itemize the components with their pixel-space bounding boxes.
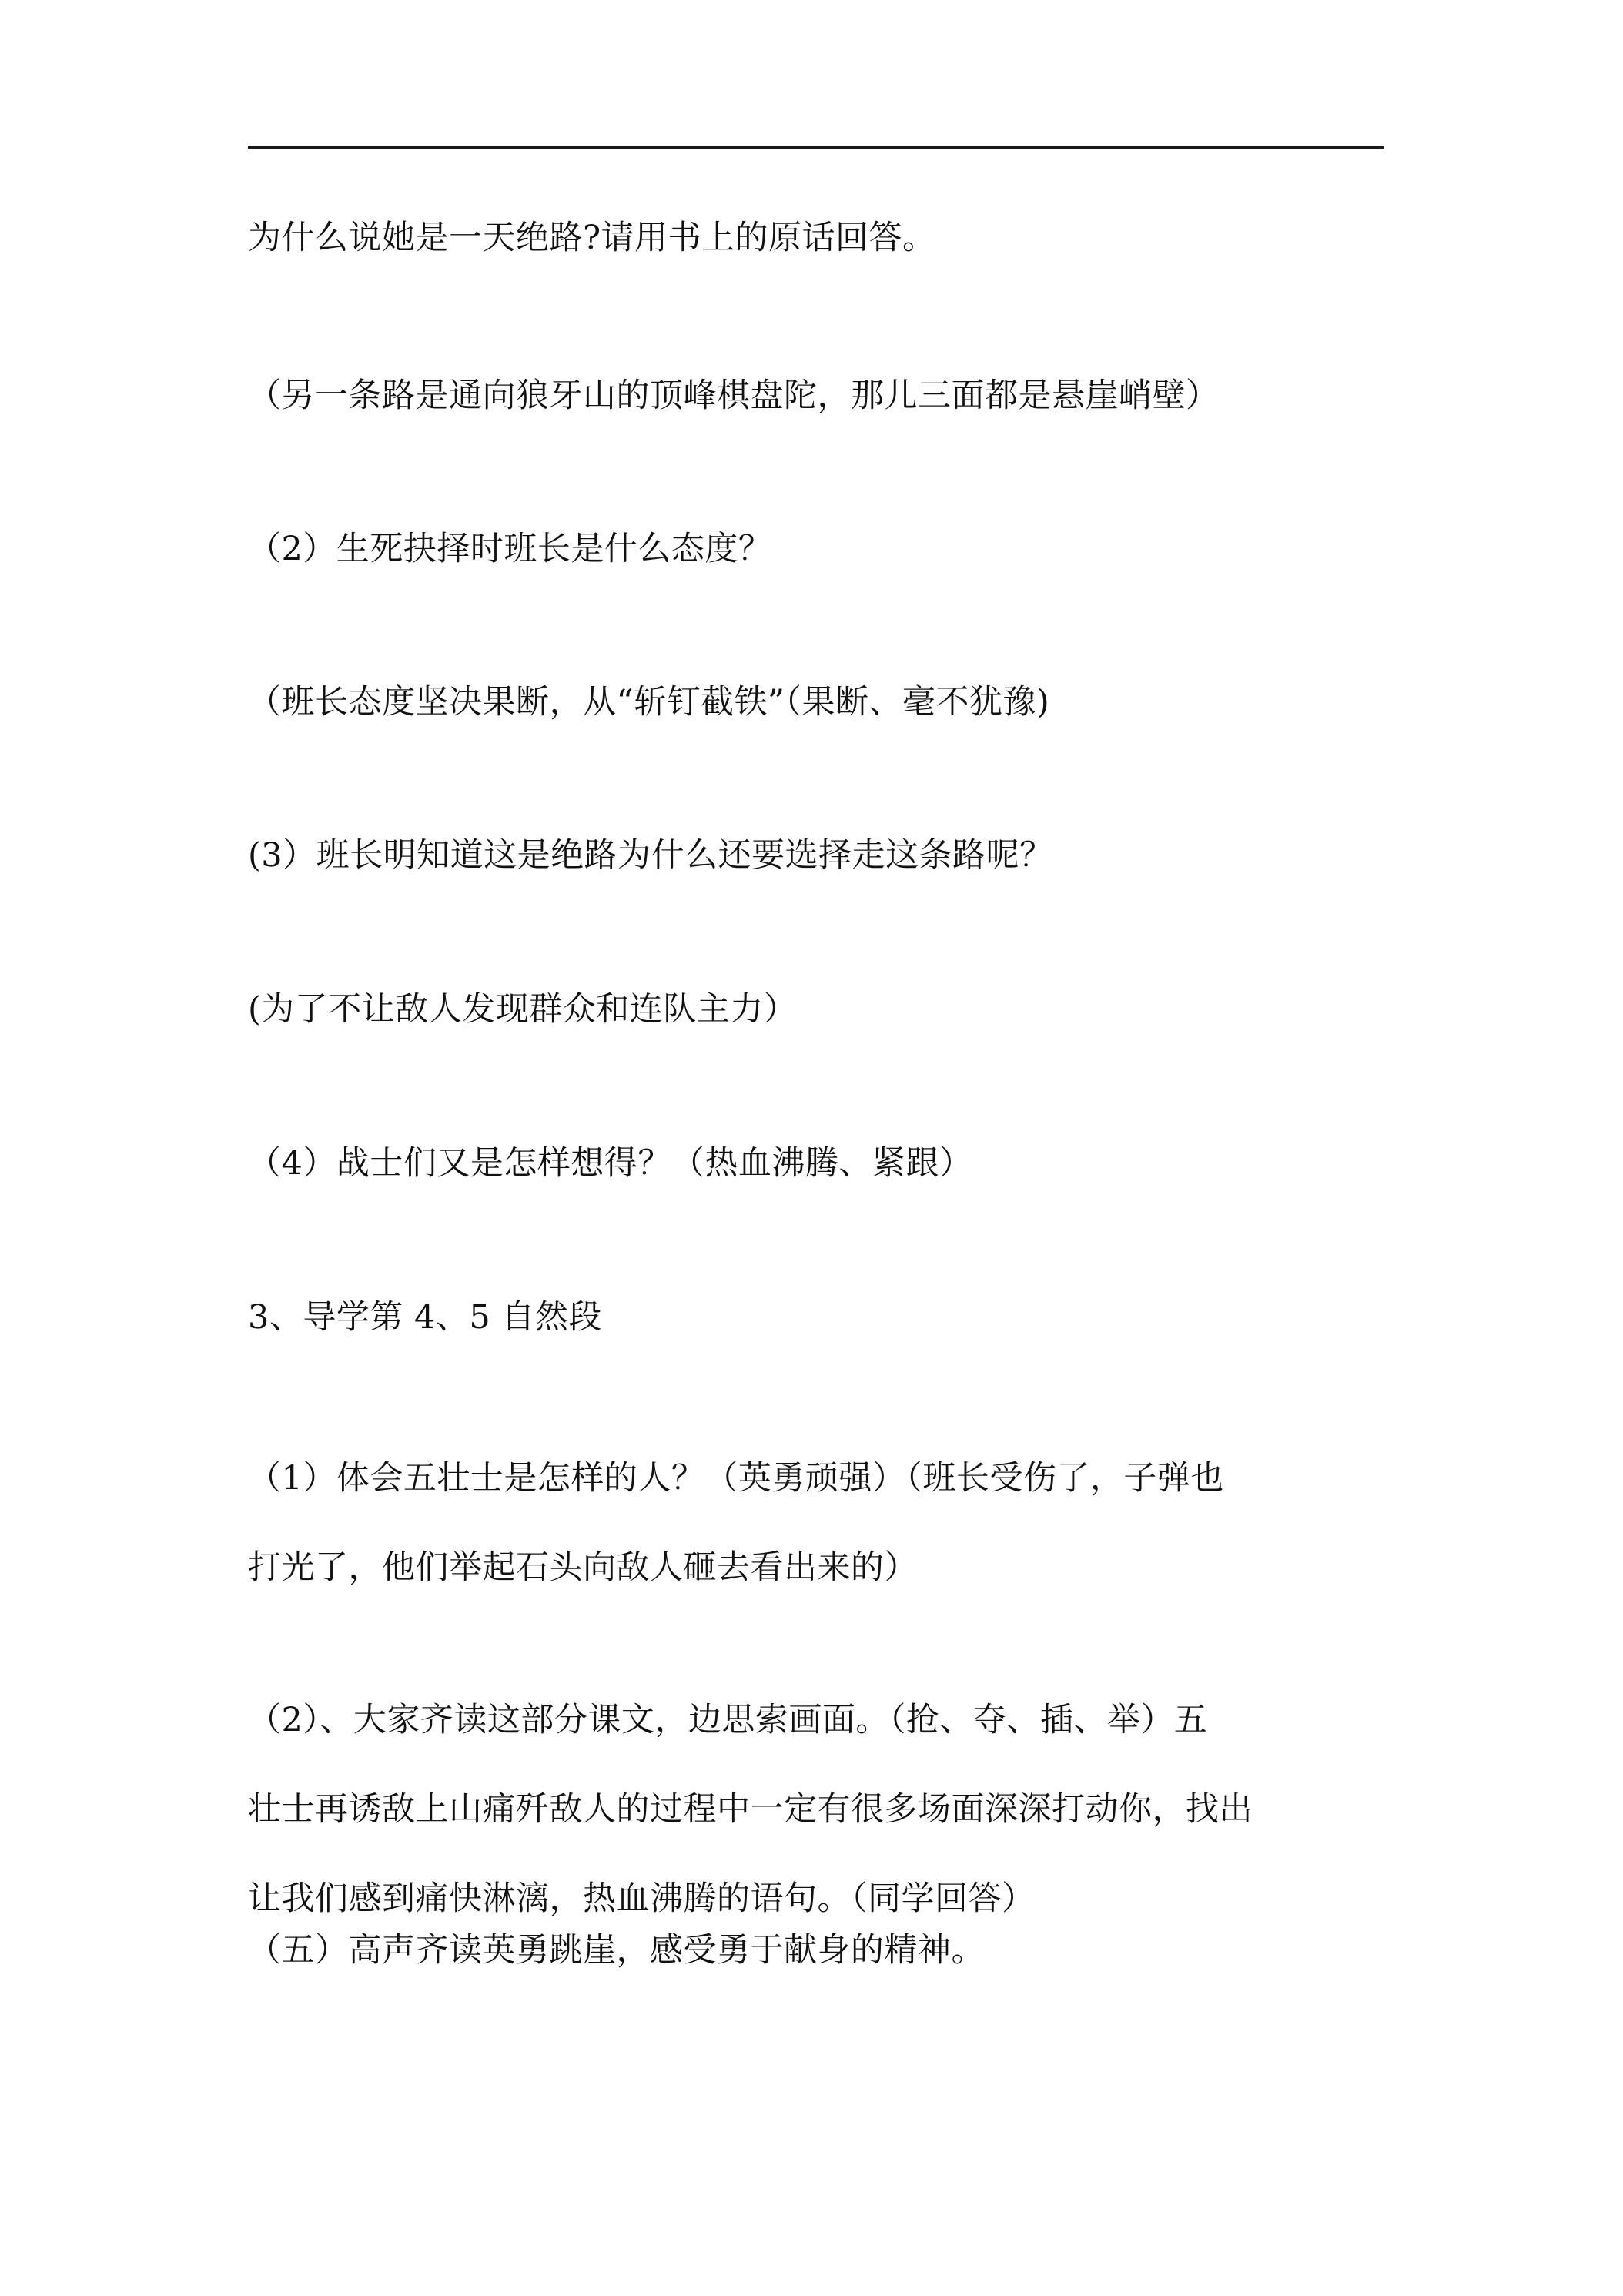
paragraph-line: （五）高声齐读英勇跳崖，感受勇于献身的精神。 bbox=[248, 1931, 985, 1970]
paragraph-9 bbox=[248, 1434, 1384, 1612]
paragraph-line: （4）战士们又是怎样想得？（热血沸腾、紧跟） bbox=[248, 1144, 973, 1183]
paragraph-line: （1）体会五壮士是怎样的人？（英勇顽强）（班长受伤了，子弹也 bbox=[248, 1459, 1224, 1498]
paragraph-7 bbox=[248, 1144, 1384, 1183]
paragraph-1 bbox=[248, 219, 1384, 257]
header-rule bbox=[248, 146, 1384, 149]
paragraph-line: （另一条路是通向狼牙山的顶峰棋盘陀，那儿三面都是悬崖峭壁） bbox=[248, 377, 1220, 415]
paragraph-line: 壮士再诱敌上山痛歼敌人的过程中一定有很多场面深深打动你，找出 bbox=[248, 1790, 1253, 1829]
paragraph-4 bbox=[248, 683, 1384, 721]
paragraph-line: (3）班长明知道这是绝路为什么还要选择走这条路呢？ bbox=[248, 836, 1053, 875]
paragraph-line: (为了不让敌人发现群众和连队主力） bbox=[248, 990, 798, 1029]
paragraph-line: 为什么说她是一天绝路?请用书上的原话回答。 bbox=[248, 219, 936, 257]
paragraph-line: （2）生死抉择时班长是什么态度？ bbox=[248, 530, 772, 568]
paragraph-line: （2）、大家齐读这部分课文，边思索画面。（抢、夺、插、举）五 bbox=[248, 1701, 1208, 1739]
paragraph-line: 让我们感到痛快淋漓，热血沸腾的语句。（同学回答） bbox=[248, 1879, 1036, 1918]
paragraph-5 bbox=[248, 836, 1384, 875]
section-heading-5 bbox=[248, 1931, 1384, 1970]
paragraph-line: 打光了，他们举起石头向敌人砸去看出来的） bbox=[248, 1548, 918, 1587]
paragraph-6 bbox=[248, 990, 1384, 1029]
paragraph-3 bbox=[248, 530, 1384, 568]
paragraph-10 bbox=[248, 1675, 1384, 1943]
paragraph-line: （班长态度坚决果断，从“斩钉截铁”（果断、毫不犹豫) bbox=[248, 683, 1050, 721]
paragraph-line: 3、导学第 4、5 自然段 bbox=[248, 1298, 602, 1337]
paragraph-2 bbox=[248, 377, 1384, 415]
section-heading-3 bbox=[248, 1298, 1384, 1337]
